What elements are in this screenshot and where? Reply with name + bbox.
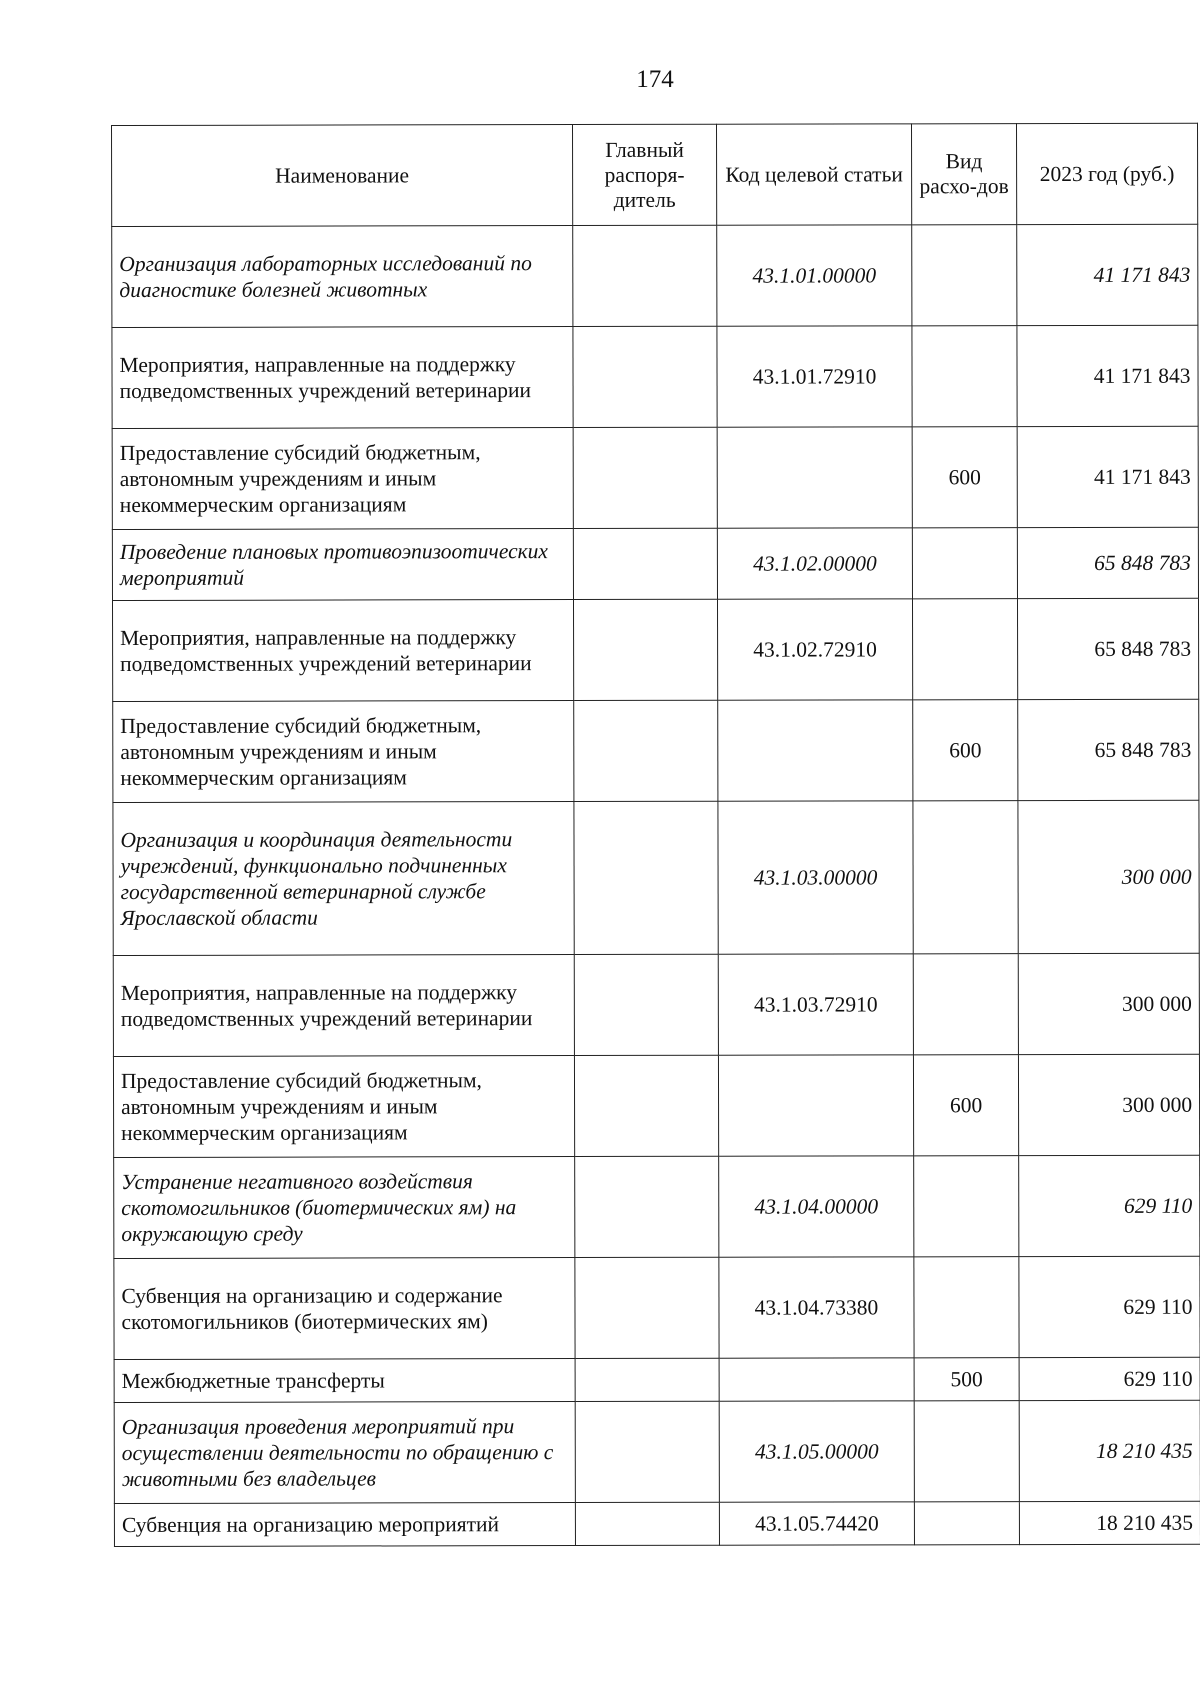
row-kind	[912, 528, 1017, 599]
row-code: 43.1.01.72910	[717, 326, 912, 427]
row-main-admin	[575, 1257, 719, 1358]
row-name: Организация и координация деятельности учреждений, функционально подчиненных государственной ветеринарной службе Ярославской области	[113, 802, 574, 956]
row-amount: 300 000	[1018, 953, 1199, 1054]
row-main-admin	[574, 1055, 718, 1156]
row-name: Субвенция на организацию и содержание скотомогильников (биотермических ям)	[114, 1258, 575, 1360]
table-row	[114, 1400, 1200, 1503]
header-row	[112, 123, 1198, 226]
row-main-admin	[574, 700, 718, 801]
row-code: 43.1.05.00000	[719, 1401, 914, 1502]
row-amount: 65 848 783	[1018, 699, 1199, 800]
table-row	[112, 325, 1198, 428]
row-kind	[912, 326, 1017, 427]
row-amount: 41 171 843	[1017, 325, 1198, 426]
row-main-admin	[573, 528, 717, 599]
row-main-admin	[575, 1358, 719, 1401]
row-code	[719, 1358, 914, 1401]
row-name: Мероприятия, направленные на поддержку подведомственных учреждений ветеринарии	[112, 327, 573, 429]
budget-table	[111, 123, 1200, 1547]
row-amount: 41 171 843	[1017, 224, 1198, 325]
row-code: 43.1.02.00000	[717, 528, 912, 599]
row-amount: 300 000	[1018, 1054, 1199, 1155]
row-amount: 18 210 435	[1019, 1400, 1200, 1501]
row-kind: 600	[913, 1055, 1018, 1156]
table-row	[113, 953, 1199, 1056]
table-row	[114, 1357, 1200, 1402]
header-name: Наименование	[112, 125, 573, 227]
row-kind: 500	[914, 1358, 1019, 1401]
row-main-admin	[575, 1401, 719, 1502]
table-row	[114, 1256, 1200, 1359]
row-kind	[912, 599, 1017, 700]
row-amount: 300 000	[1018, 800, 1199, 953]
row-main-admin	[573, 427, 717, 528]
row-main-admin	[573, 225, 717, 326]
table-row	[113, 800, 1199, 955]
page-number: 174	[636, 66, 674, 93]
row-amount: 18 210 435	[1019, 1501, 1200, 1544]
row-code: 43.1.02.72910	[717, 599, 912, 700]
row-kind	[913, 954, 1018, 1055]
row-name: Межбюджетные трансферты	[114, 1359, 575, 1403]
table-row	[114, 1501, 1200, 1546]
row-main-admin	[573, 599, 717, 700]
row-name: Организация лабораторных исследований по диагностике болезней животных	[112, 226, 573, 328]
row-name: Организация проведения мероприятий при осуществлении деятельности по обращению с животными без владельцев	[114, 1402, 575, 1504]
row-kind: 600	[913, 700, 1018, 801]
row-name: Предоставление субсидий бюджетным, автономным учреждениям и иным некоммерческим организациям	[113, 1056, 574, 1158]
table-row	[114, 1155, 1200, 1258]
table-row	[112, 598, 1198, 701]
table-row	[112, 426, 1198, 529]
row-amount: 65 848 783	[1017, 598, 1198, 699]
table-row	[113, 1054, 1199, 1157]
table-header	[112, 123, 1198, 226]
row-main-admin	[574, 954, 718, 1055]
table-row	[113, 699, 1199, 802]
row-code	[718, 1055, 913, 1156]
row-amount: 629 110	[1019, 1256, 1200, 1357]
header-target-code: Код целевой статьи	[716, 124, 911, 225]
table-row	[112, 224, 1198, 327]
header-expense-type: Вид расхо-дов	[911, 124, 1016, 225]
row-main-admin	[575, 1156, 719, 1257]
row-code	[718, 700, 913, 801]
row-name: Предоставление субсидий бюджетным, автономным учреждениям и иным некоммерческим организациям	[113, 701, 574, 803]
row-name: Мероприятия, направленные на поддержку подведомственных учреждений ветеринарии	[113, 955, 574, 1057]
row-code: 43.1.03.72910	[718, 954, 913, 1055]
row-kind	[912, 225, 1017, 326]
row-code: 43.1.04.73380	[719, 1257, 914, 1358]
row-kind	[914, 1502, 1019, 1545]
row-main-admin	[575, 1502, 719, 1545]
row-kind	[914, 1257, 1019, 1358]
row-code	[717, 427, 912, 528]
row-amount: 629 110	[1019, 1155, 1200, 1256]
row-code: 43.1.05.74420	[719, 1502, 914, 1545]
row-main-admin	[573, 326, 717, 427]
row-code: 43.1.01.00000	[717, 225, 912, 326]
row-name: Устранение негативного воздействия скотомогильников (биотермических ям) на окружающую среду	[114, 1157, 575, 1259]
row-kind: 600	[912, 427, 1017, 528]
header-main-admin: Главный распоря-дитель	[573, 124, 717, 225]
row-name: Субвенция на организацию мероприятий	[114, 1503, 575, 1547]
row-main-admin	[574, 801, 718, 954]
row-name: Предоставление субсидий бюджетным, автономным учреждениям и иным некоммерческим организациям	[112, 428, 573, 530]
row-kind	[914, 1156, 1019, 1257]
table-body	[112, 224, 1200, 1546]
row-amount: 629 110	[1019, 1357, 1200, 1400]
row-code: 43.1.03.00000	[718, 801, 913, 954]
row-name: Проведение плановых противоэпизоотических мероприятий	[112, 529, 573, 601]
row-kind	[914, 1401, 1019, 1502]
row-amount: 65 848 783	[1017, 527, 1198, 598]
row-amount: 41 171 843	[1017, 426, 1198, 527]
row-name: Мероприятия, направленные на поддержку подведомственных учреждений ветеринарии	[112, 600, 573, 702]
table-row	[112, 527, 1198, 600]
row-code: 43.1.04.00000	[719, 1156, 914, 1257]
row-kind	[913, 801, 1018, 954]
header-year-2023: 2023 год (руб.)	[1016, 123, 1197, 224]
